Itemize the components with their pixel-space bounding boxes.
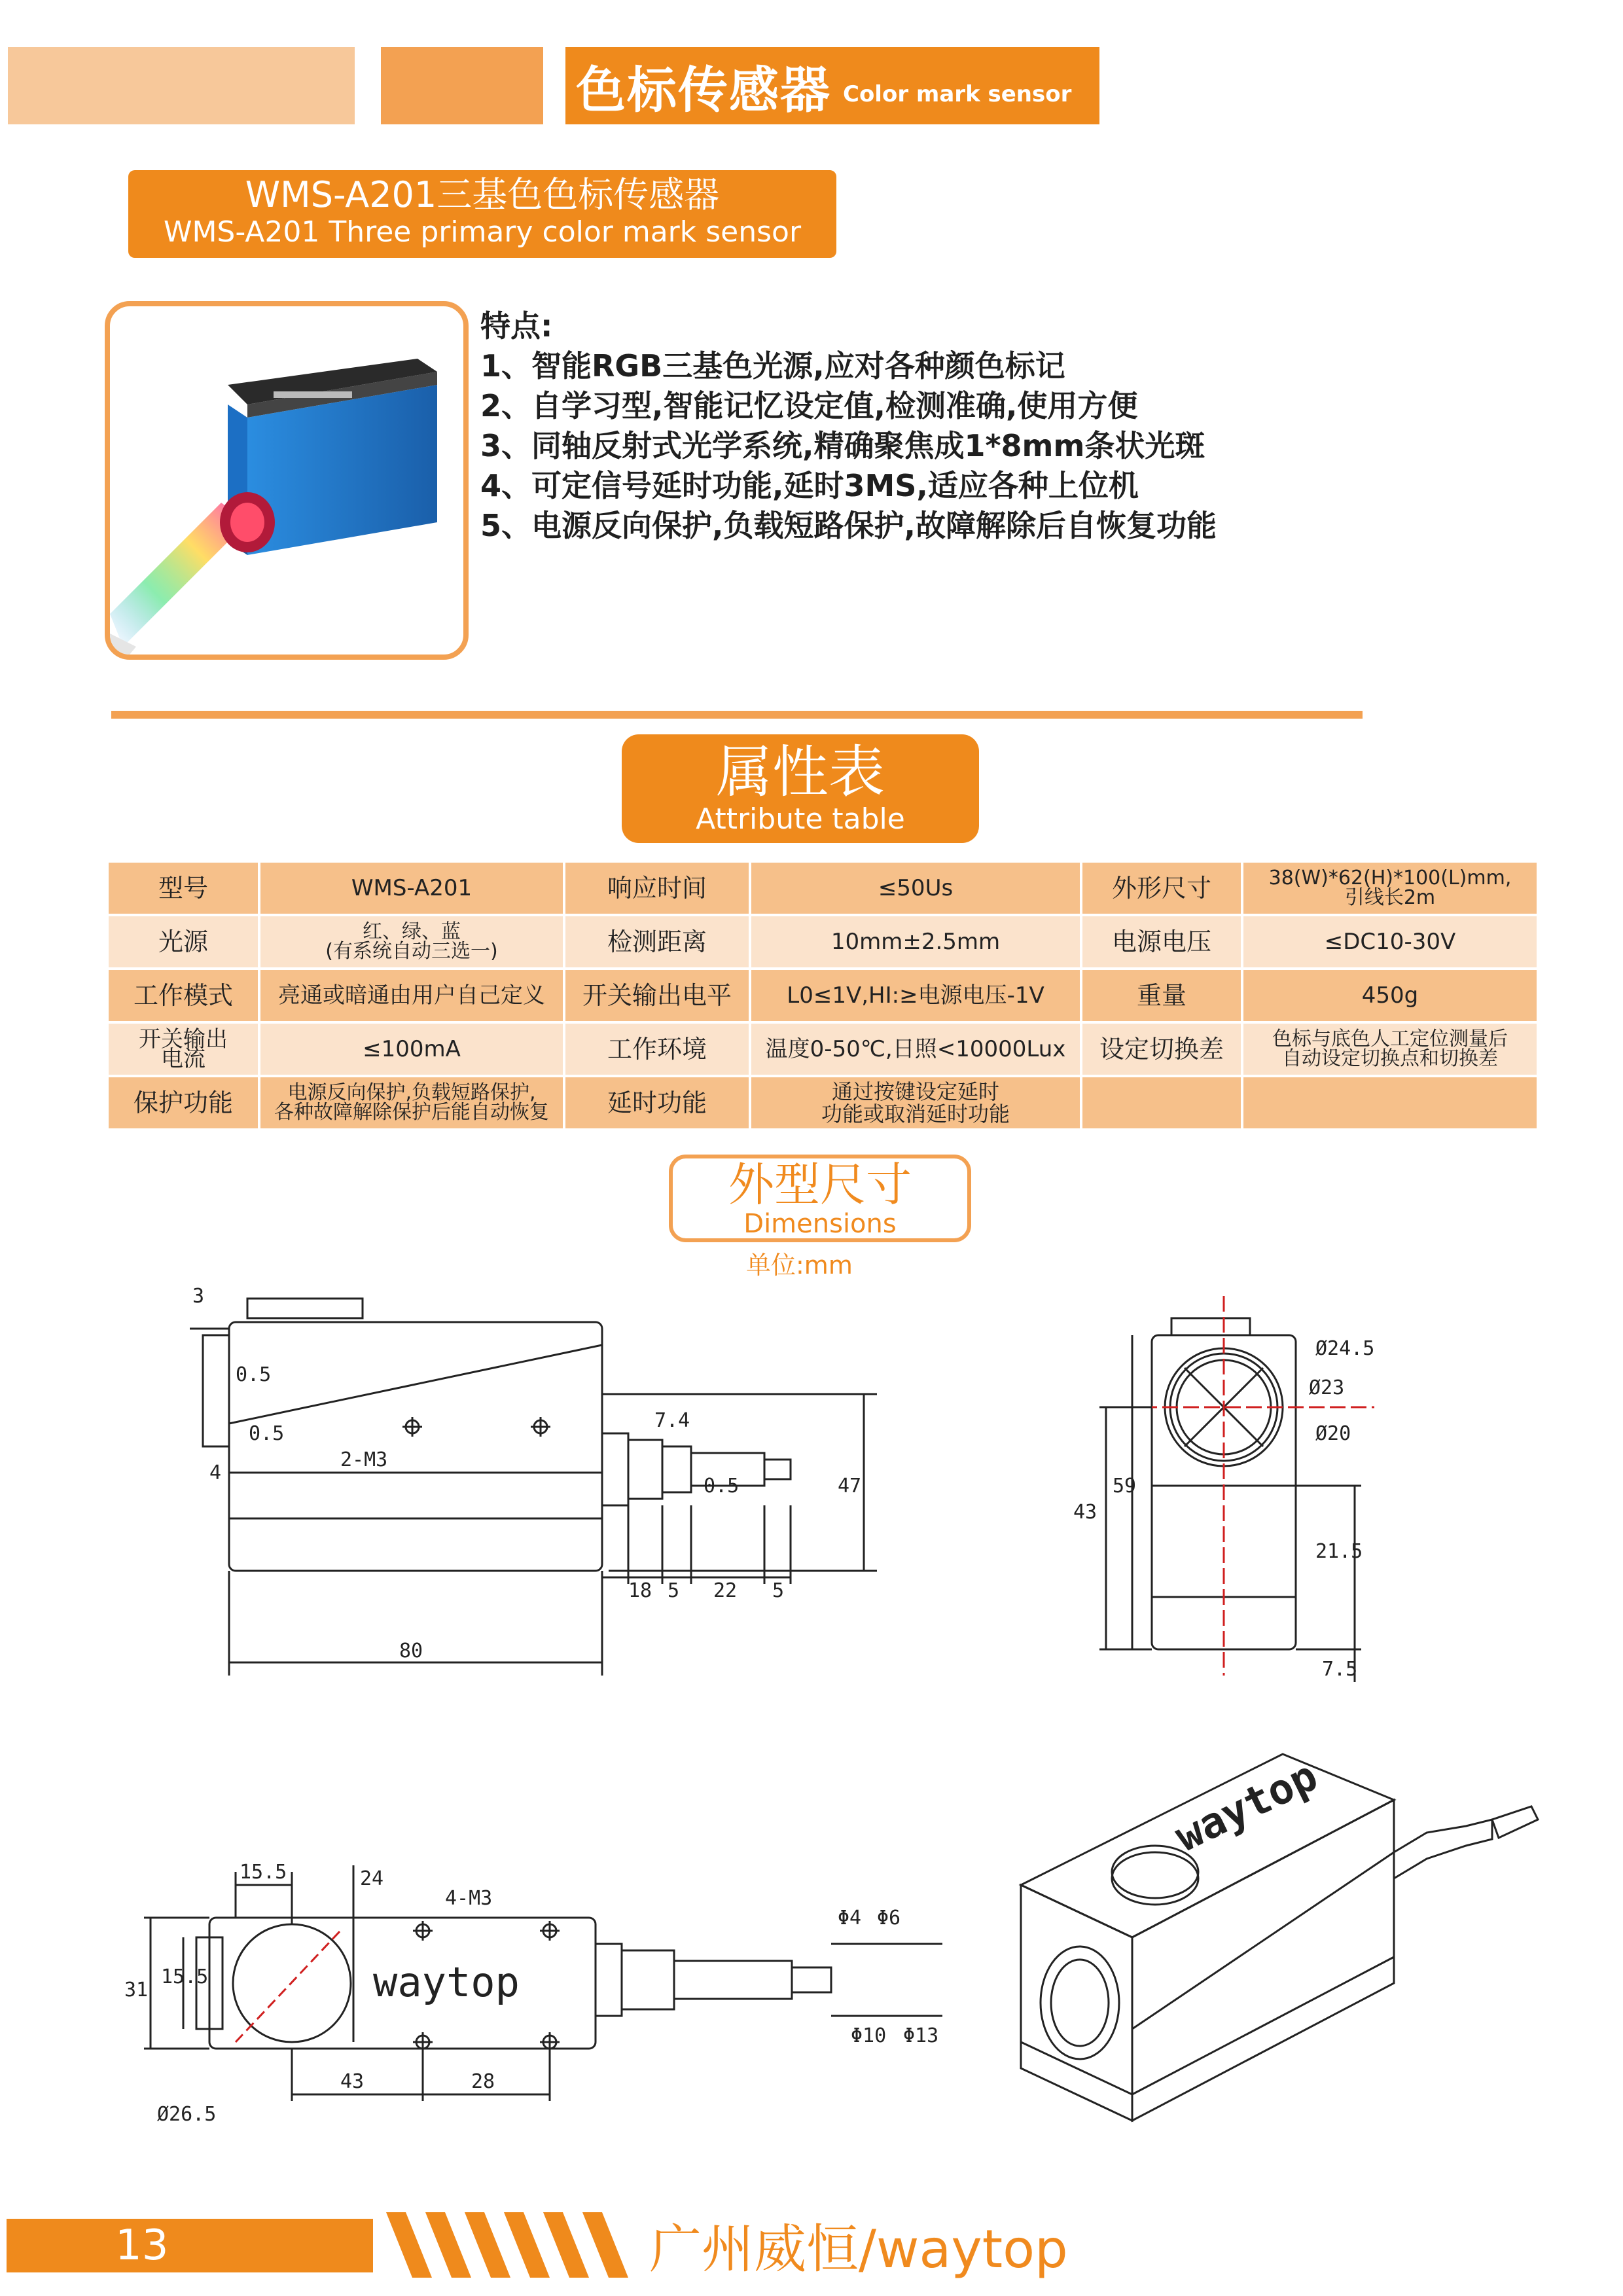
table-cell: ≤100mA — [259, 1022, 564, 1076]
dimensions-tag — [669, 1155, 971, 1242]
attribute-table-title-zh: 属性表 — [716, 740, 885, 805]
dim-label: 80 — [399, 1640, 423, 1662]
feature-item: 5、电源反向保护,负载短路保护,故障解除后自恢复功能 — [480, 508, 1217, 543]
table-row — [107, 1076, 1538, 1130]
feature-item: 3、同轴反射式光学系统,精确聚焦成1*8mm条状光斑 — [480, 428, 1205, 463]
table-cell: 型号 — [107, 861, 259, 915]
dim-label: 43 — [340, 2070, 365, 2093]
header-title-en: Color mark sensor — [843, 81, 1072, 107]
footer-stripes-decor — [386, 2212, 648, 2278]
dimensions-title-zh: 外型尺寸 — [728, 1158, 912, 1211]
dim-label: 21.5 — [1315, 1540, 1363, 1563]
table-cell: 检测距离 — [564, 915, 750, 969]
dimensions-title-en: Dimensions — [743, 1209, 897, 1239]
dim-label: Ø26.5 — [157, 2103, 217, 2126]
table-row — [107, 915, 1538, 969]
dim-label: 24 — [360, 1867, 384, 1890]
dim-label: 5 — [668, 1579, 680, 1602]
dim-label: 7.5 — [1322, 1658, 1358, 1681]
table-cell: 38(W)*62(H)*100(L)mm, 引线长2m — [1242, 861, 1538, 915]
table-cell: WMS-A201 — [259, 861, 564, 915]
footer-bar — [7, 2219, 373, 2272]
dim-label: Ø23 — [1309, 1376, 1345, 1399]
table-cell: 10mm±2.5mm — [750, 915, 1081, 969]
dimensions-unit: 单位:mm — [746, 1251, 853, 1280]
dim-label: 0.5 — [249, 1422, 285, 1445]
dim-label: 43 — [1073, 1501, 1097, 1524]
table-cell: L0≤1V,HI:≥电源电压-1V — [750, 969, 1081, 1022]
table-cell: 色标与底色人工定位测量后 自动设定切换点和切换差 — [1242, 1022, 1538, 1076]
waytop-engraving: waytop — [373, 1958, 520, 2006]
table-cell: 设定切换差 — [1081, 1022, 1242, 1076]
table-cell: 亮通或暗通由用户自己定义 — [259, 969, 564, 1022]
dim-label: 22 — [713, 1579, 738, 1602]
dim-label: 28 — [471, 2070, 495, 2093]
table-cell: ≤50Us — [750, 861, 1081, 915]
dim-label: 2-M3 — [340, 1448, 388, 1471]
table-cell: 开关输出 电流 — [107, 1022, 259, 1076]
dim-label: Φ10 — [851, 2024, 887, 2047]
feature-item: 1、智能RGB三基色光源,应对各种颜色标记 — [480, 348, 1065, 384]
table-cell — [1242, 1076, 1538, 1130]
dim-label: 4-M3 — [445, 1887, 493, 1910]
dim-label: 15.5 — [161, 1965, 209, 1988]
attribute-table — [106, 860, 1539, 1131]
table-cell: 电源反向保护,负载短路保护, 各种故障解除保护后能自动恢复 — [259, 1076, 564, 1130]
dim-label: 31 — [124, 1979, 149, 2001]
sensor-photo-illustration — [110, 306, 463, 655]
table-cell: 外形尺寸 — [1081, 861, 1242, 915]
dim-label: Φ13 — [903, 2024, 939, 2047]
dim-label: Φ6 — [877, 1907, 901, 1929]
table-cell: 保护功能 — [107, 1076, 259, 1130]
features-list — [480, 306, 1217, 546]
attribute-table-tag — [622, 734, 979, 843]
header-decor-block-light — [8, 47, 355, 124]
table-cell: 红、绿、蓝 (有系统自动三选一) — [259, 915, 564, 969]
table-cell: 温度0-50℃,日照<10000Lux — [750, 1022, 1081, 1076]
table-row — [107, 1022, 1538, 1076]
dim-label: 59 — [1113, 1475, 1137, 1498]
dim-label: 5 — [772, 1579, 785, 1602]
dim-label: 4 — [209, 1462, 222, 1484]
dim-label: 7.4 — [654, 1409, 690, 1432]
table-row — [107, 969, 1538, 1022]
header-title-zh: 色标传感器 — [576, 60, 831, 119]
features-heading: 特点: — [480, 308, 553, 344]
dim-label: 18 — [628, 1579, 652, 1602]
table-cell: 开关输出电平 — [564, 969, 750, 1022]
product-name-zh: WMS-A201三基色色标传感器 — [245, 174, 720, 215]
dim-label: Φ4 — [838, 1907, 862, 1929]
footer-brand: 广州威恒/waytop — [649, 2219, 1068, 2280]
waytop-engraving: waytop — [1168, 1751, 1325, 1862]
header-decor-block-medium — [381, 47, 543, 124]
table-row — [107, 861, 1538, 915]
product-name-tag — [128, 170, 836, 258]
product-name-en: WMS-A201 Three primary color mark sensor — [163, 215, 802, 249]
dim-label: Ø20 — [1315, 1422, 1351, 1445]
dim-label: 47 — [838, 1475, 862, 1498]
table-cell: 工作模式 — [107, 969, 259, 1022]
feature-item: 4、可定信号延时功能,延时3MS,适应各种上位机 — [480, 468, 1139, 503]
table-cell: 重量 — [1081, 969, 1242, 1022]
table-cell: 工作环境 — [564, 1022, 750, 1076]
dim-label: 0.5 — [236, 1363, 272, 1386]
product-photo — [105, 301, 469, 660]
isometric-view-drawing — [1008, 1728, 1571, 2134]
table-cell — [1081, 1076, 1242, 1130]
front-view-drawing — [1060, 1283, 1400, 1689]
table-cell: 电源电压 — [1081, 915, 1242, 969]
top-view-drawing — [118, 1846, 969, 2134]
table-cell: 响应时间 — [564, 861, 750, 915]
side-view-drawing — [190, 1270, 910, 1689]
header-title-bar — [565, 47, 1099, 124]
feature-item: 2、自学习型,智能记忆设定值,检测准确,使用方便 — [480, 388, 1138, 423]
table-cell: 通过按键设定延时 功能或取消延时功能 — [750, 1076, 1081, 1130]
dim-label: 3 — [192, 1285, 205, 1308]
table-cell: 450g — [1242, 969, 1538, 1022]
section-divider — [111, 711, 1363, 719]
dim-label: 0.5 — [704, 1475, 740, 1498]
dim-label: Ø24.5 — [1315, 1337, 1375, 1360]
page-number: 13 — [115, 2221, 169, 2270]
table-cell: 光源 — [107, 915, 259, 969]
dim-label: 15.5 — [240, 1861, 287, 1884]
attribute-table-title-en: Attribute table — [696, 802, 905, 836]
table-cell: 延时功能 — [564, 1076, 750, 1130]
table-cell: ≤DC10-30V — [1242, 915, 1538, 969]
